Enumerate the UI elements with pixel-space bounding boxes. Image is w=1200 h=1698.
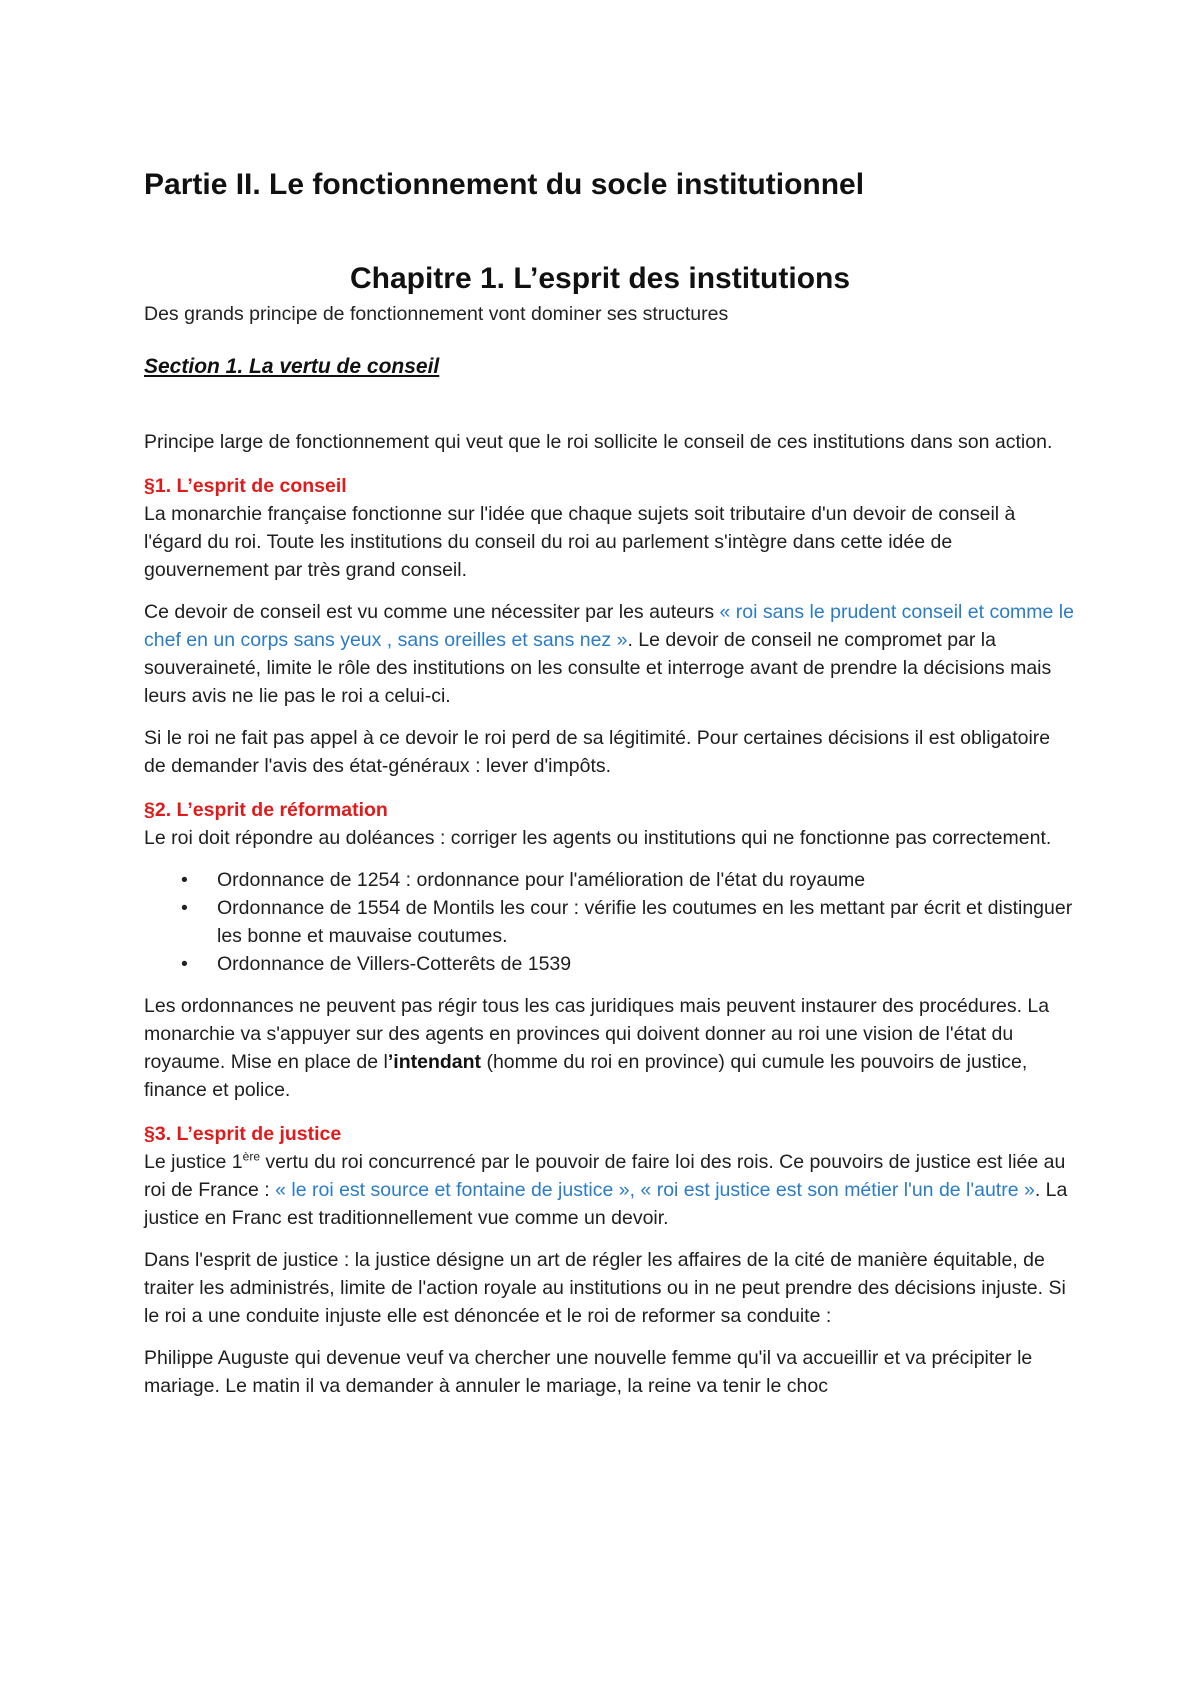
paragraph-3-text-2: Dans l'esprit de justice : la justice désigne un art de régler les affaires de la cité de manière équitable, de traiter les administrés, limite de l'action royale au institutions ou in ne peut prendre des décisions injuste. Si le roi a une conduite injuste elle est dénoncée et le roi de reformer sa conduite :	[144, 1249, 1066, 1327]
list-item: • Ordonnance de 1254 : ordonnance pour l'amélioration de l'état du royaume	[217, 866, 1075, 894]
list-item: • Ordonnance de 1554 de Montils les cour : vérifie les coutumes en les mettant par écrit et distinguer les bonne et mauvaise coutumes.	[217, 894, 1075, 950]
paragraph-2-heading: §2. L’esprit de réformation	[144, 799, 388, 821]
chapter-intro: Des grands principe de fonctionnement vont dominer ses structures	[144, 303, 729, 325]
paragraph-2-block	[144, 796, 1075, 852]
paragraph-1-text-3: Si le roi ne fait pas appel à ce devoir le roi perd de sa légitimité. Pour certaines décisions il est obligatoire de demander l'avis des état-généraux : lever d'impôts.	[144, 727, 1051, 777]
intro-paragraph: Principe large de fonctionnement qui veut que le roi sollicite le conseil de ces institutions dans son action.	[144, 431, 1053, 453]
paragraph-1-text-2	[144, 598, 1075, 710]
paragraph-1-text: La monarchie française fonctionne sur l'idée que chaque sujets soit tributaire d'un devoir de conseil à l'égard du roi. Toute les institutions du conseil du roi au parlement s'intègre dans cette idée de gouvernement par très grand conseil.	[144, 503, 1016, 581]
text-segment: Ce devoir de conseil est vu comme une nécessiter par les auteurs	[144, 601, 720, 623]
text-segment: vertu du roi concurrencé par le pouvoir de faire loi des rois. Ce pouvoirs de justice est liée au roi de France :	[144, 1151, 1066, 1201]
paragraph-3-block	[144, 1120, 1075, 1232]
list-item: • Ordonnance de Villers-Cotterêts de 1539	[217, 950, 1075, 978]
paragraph-2-text: Le roi doit répondre au doléances : corriger les agents ou institutions qui ne fonctionne pas correctement.	[144, 827, 1052, 849]
superscript: ère	[242, 1149, 260, 1164]
text-segment: Le justice 1	[144, 1151, 243, 1173]
paragraph-3-text-3: Philippe Auguste qui devenue veuf va chercher une nouvelle femme qu'il va accueillir et va précipiter le mariage. Le matin il va demander à annuler le mariage, la reine va tenir le choc	[144, 1347, 1033, 1397]
paragraph-1-block	[144, 472, 1075, 584]
paragraph-3-heading: §3. L’esprit de justice	[144, 1123, 342, 1145]
text-segment: Les ordonnances ne peuvent pas régir tous les cas juridiques mais peuvent instaurer des procédures. La monarchie va s'appuyer sur des agents en provinces qui doivent donner au roi une vision de l'état du royaume. Mise en place de l	[144, 995, 1050, 1073]
quote-text: « le roi est source et fontaine de justice », « roi est justice est son métier l'un de l'autre »	[275, 1179, 1035, 1201]
text-segment: . La justice en Franc est traditionnellement vue comme un devoir.	[144, 1179, 1068, 1229]
part-title: Partie II. Le fonctionnement du socle institutionnel	[144, 168, 865, 201]
quote-text: « roi sans le prudent conseil et comme le chef en un corps sans yeux , sans oreilles et sans nez »	[144, 601, 1074, 651]
chapter-title: Chapitre 1. L’esprit des institutions	[349, 262, 851, 295]
paragraph-2-text-2	[144, 992, 1075, 1104]
section-title: Section 1. La vertu de conseil	[144, 355, 440, 378]
text-segment: . Le devoir de conseil ne compromet par la souveraineté, limite le rôle des institutions on les consulte et interroge avant de prendre la décisions mais leurs avis ne lie pas le roi a celui-ci.	[144, 629, 1052, 707]
paragraph-1-heading: §1. L’esprit de conseil	[144, 475, 347, 497]
bold-term: ’intendant	[387, 1051, 482, 1073]
ordonnance-list	[144, 866, 1075, 978]
document-body	[144, 428, 1075, 1414]
text-segment: (homme du roi en province) qui cumule les pouvoirs de justice, finance et police.	[144, 1051, 1028, 1101]
